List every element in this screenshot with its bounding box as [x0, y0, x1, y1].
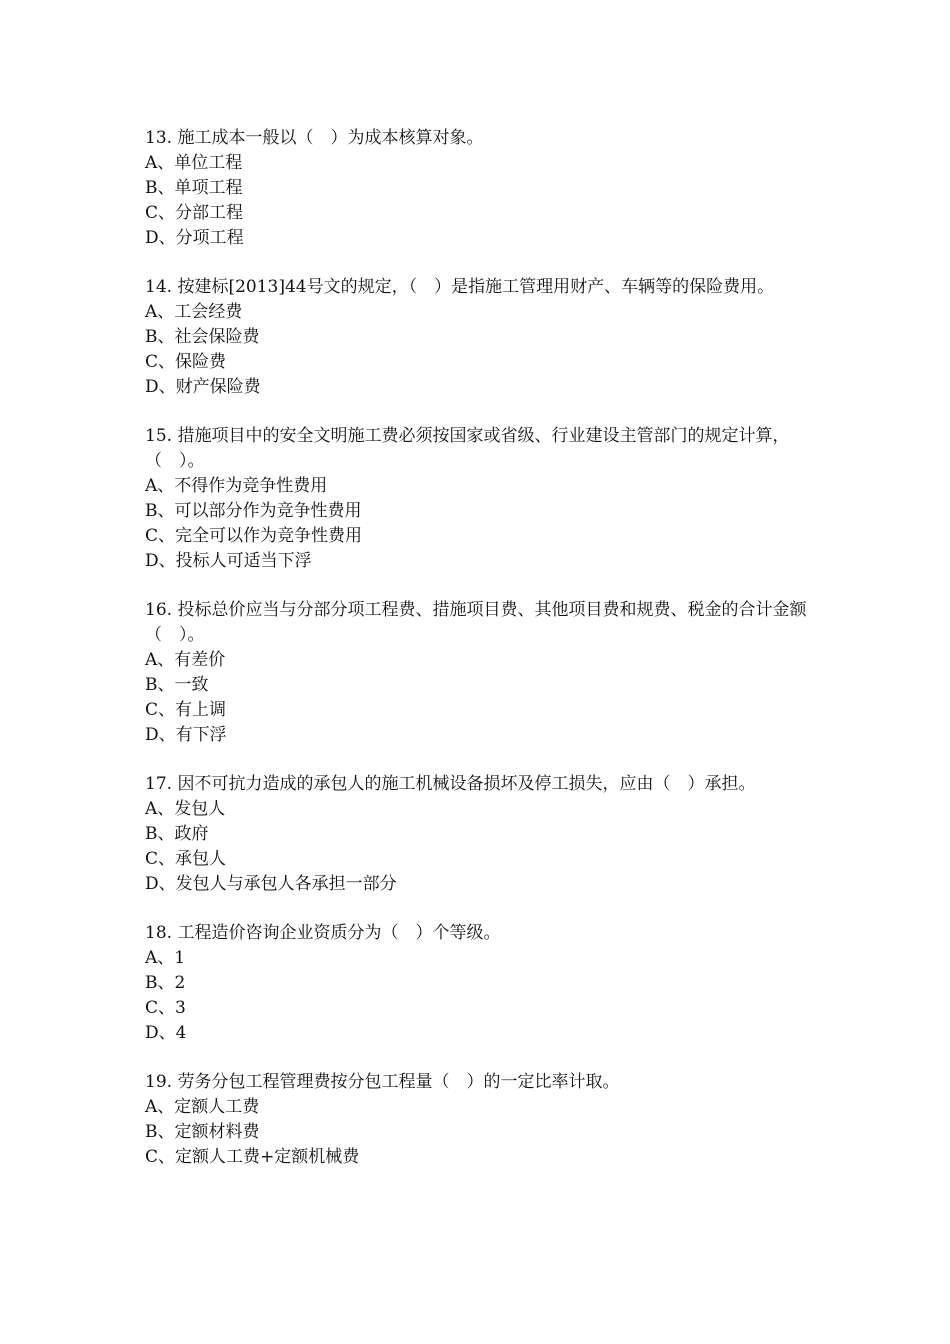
question-stem: 18. 工程造价咨询企业资质分为（ ）个等级。 [145, 923, 501, 943]
option-d: D、财产保险费 [145, 377, 261, 397]
option-a: A、工会经费 [145, 302, 243, 322]
question-stem: 15. 措施项目中的安全文明施工费必须按国家或省级、行业建设主管部门的规定计算，（ ）。 [145, 426, 790, 471]
option-c: C、分部工程 [145, 203, 244, 223]
question-18 [145, 921, 810, 1046]
question-19 [145, 1070, 810, 1170]
question-13 [145, 126, 810, 251]
question-16 [145, 598, 810, 748]
question-list [145, 126, 810, 1194]
question-stem: 14. 按建标[2013]44号文的规定，（ ）是指施工管理用财产、车辆等的保险费用。 [145, 277, 775, 297]
option-b: B、社会保险费 [145, 327, 260, 347]
option-d: D、发包人与承包人各承担一部分 [145, 874, 397, 894]
option-c: C、完全可以作为竞争性费用 [145, 526, 363, 546]
option-c: C、保险费 [145, 352, 227, 372]
option-b: B、政府 [145, 824, 209, 844]
option-d: D、4 [145, 1023, 187, 1043]
question-15 [145, 424, 810, 574]
option-a: A、1 [145, 948, 186, 968]
option-b: B、单项工程 [145, 178, 243, 198]
option-a: A、单位工程 [145, 153, 243, 173]
question-stem: 17. 因不可抗力造成的承包人的施工机械设备损坏及停工损失，应由（ ）承担。 [145, 774, 756, 794]
option-a: A、有差价 [145, 650, 226, 670]
option-c: C、承包人 [145, 849, 227, 869]
option-b: B、定额材料费 [145, 1122, 260, 1142]
option-a: A、定额人工费 [145, 1097, 260, 1117]
option-b: B、可以部分作为竞争性费用 [145, 501, 362, 521]
option-a: A、发包人 [145, 799, 226, 819]
question-stem: 19. 劳务分包工程管理费按分包工程量（ ）的一定比率计取。 [145, 1072, 620, 1092]
option-d: D、投标人可适当下浮 [145, 551, 312, 571]
option-d: D、分项工程 [145, 228, 244, 248]
option-c: C、定额人工费+定额机械费 [145, 1147, 360, 1167]
option-b: B、2 [145, 973, 186, 993]
option-c: C、有上调 [145, 700, 227, 720]
question-14 [145, 275, 810, 400]
option-c: C、3 [145, 998, 186, 1018]
question-17 [145, 772, 810, 897]
question-stem: 16. 投标总价应当与分部分项工程费、措施项目费、其他项目费和规费、税金的合计金额（ ）。 [145, 600, 807, 645]
question-stem: 13. 施工成本一般以（ ）为成本核算对象。 [145, 128, 484, 148]
option-a: A、不得作为竞争性费用 [145, 476, 328, 496]
option-b: B、一致 [145, 675, 209, 695]
option-d: D、有下浮 [145, 725, 227, 745]
